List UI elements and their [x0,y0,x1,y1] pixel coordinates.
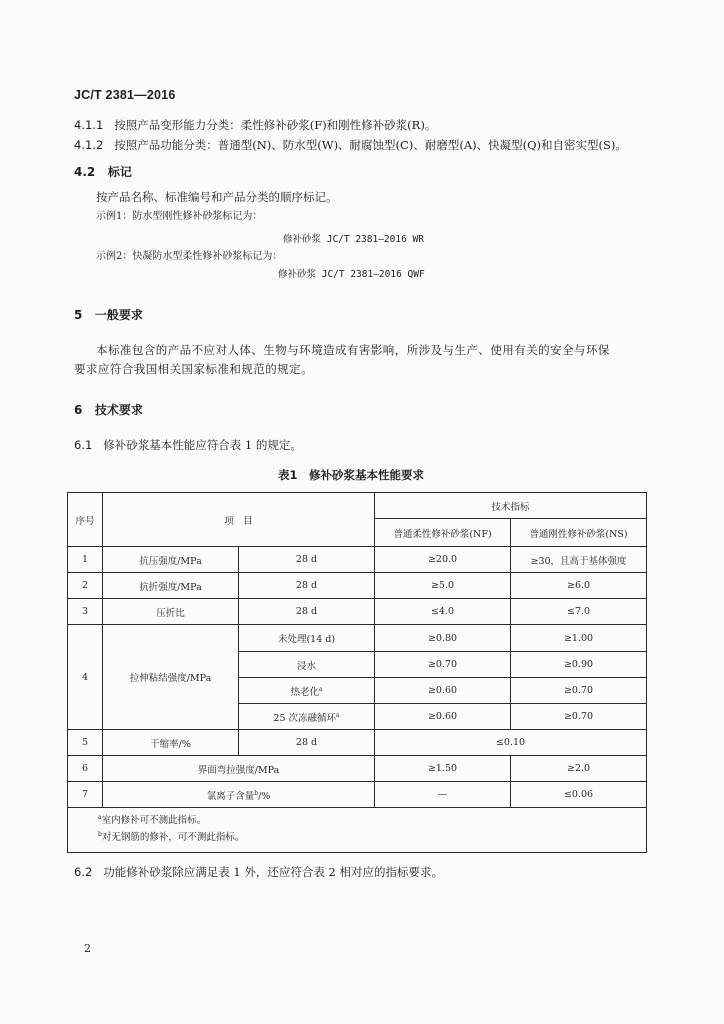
cell-ns: ≥0.70 [511,704,647,730]
cell-ns: ≥6.0 [511,573,647,599]
cell-nf: — [375,782,511,808]
header-ns: 普通刚性修补砂浆(NS) [511,519,647,547]
cell-condition [239,704,375,730]
cell-seq: 6 [68,756,103,782]
heading-number: 5 [74,308,83,322]
table-row [68,573,647,599]
clause-text: 按照产品功能分类：普通型(N)、防水型(W)、耐腐蚀型(C)、耐磨型(A)、快凝型(Q)和自密实型(S)。 [114,138,627,152]
cell-nf: ≥0.60 [375,678,511,704]
footnote-text: 对无钢筋的修补，可不测此指标。 [101,832,245,843]
footnote-mark: b [98,831,102,838]
table-notes-row [68,808,647,853]
cell-merged-value: ≤0.10 [375,730,647,756]
clause-number: 6.2 [74,865,93,879]
clause-number: 4.1.1 [74,118,104,132]
heading-6 [74,401,143,418]
table-1 [67,492,647,853]
heading-title: 技术要求 [94,403,143,417]
heading-5 [74,306,143,323]
clause-text: 修补砂浆基本性能应符合表 1 的规定。 [103,438,302,452]
cell-nf: ≥0.70 [375,652,511,678]
clause-6-2 [74,864,443,880]
footnote-b [98,828,646,845]
condition-text: 热老化 [290,686,319,698]
heading-number: 6 [74,403,83,417]
example-1-code: 修补砂浆 JC/T 2381—2016 WR [283,234,424,245]
table-row [68,756,647,782]
cell-seq: 4 [68,625,103,730]
cell-condition: 浸水 [239,652,375,678]
heading-title: 标记 [107,165,132,179]
cell-nf: ≥0.80 [375,625,511,652]
condition-text: 25 次冻融循环 [273,712,337,724]
cell-ns: ≥0.90 [511,652,647,678]
header-tech: 技术指标 [375,493,647,519]
cell-item: 抗压强度/MPa [103,547,239,573]
cell-item: 抗折强度/MPa [103,573,239,599]
header-nf: 普通柔性修补砂浆(NF) [375,519,511,547]
cell-nf: ≤4.0 [375,599,511,625]
cell-condition: 未处理(14 d) [239,625,375,652]
footnote-text: 室内修补可不测此指标。 [101,815,207,826]
cell-condition: 28 d [239,730,375,756]
clause-number: 4.1.2 [74,138,104,152]
cell-item: 压折比 [103,599,239,625]
table-row [68,547,647,573]
table-1-caption: 表1 修补砂浆基本性能要求 [278,468,425,482]
clause-text: 功能修补砂浆除应满足表 1 外，还应符合表 2 相对应的指标要求。 [103,865,444,879]
footnote-ref: b [254,789,259,797]
cell-ns: ≥0.70 [511,678,647,704]
cell-item [103,782,375,808]
cell-condition: 28 d [239,573,375,599]
heading-title: 一般要求 [94,308,143,322]
footnote-a [98,811,646,828]
cell-seq: 5 [68,730,103,756]
cell-item: 界面弯拉强度/MPa [103,756,375,782]
item-text: 氯离子含量 [206,790,255,802]
cell-item: 拉伸粘结强度/MPa [103,625,239,730]
clause-number: 6.1 [74,438,93,452]
table-row [68,730,647,756]
clause-4-1-1 [74,117,436,133]
cell-seq: 1 [68,547,103,573]
cell-condition: 28 d [239,547,375,573]
standard-code-header: JC/T 2381—2016 [74,88,176,102]
heading-number: 4.2 [74,165,96,179]
clause-text: 按照产品变形能力分类：柔性修补砂浆(F)和刚性修补砂浆(R)。 [114,118,437,132]
example-2-label: 示例2：快凝防水型柔性修补砂浆标记为： [96,251,283,262]
cell-seq: 7 [68,782,103,808]
clause-6-1 [74,437,302,453]
marking-intro: 按产品名称、标准编号和产品分类的顺序标记。 [96,190,338,204]
table-row [68,625,647,652]
header-item: 项 目 [103,493,375,547]
table-notes [68,808,647,853]
cell-nf: ≥20.0 [375,547,511,573]
cell-seq: 2 [68,573,103,599]
page-number: 2 [84,942,91,955]
heading-4-2 [74,163,132,180]
general-requirements-line-2: 要求应符合我国相关国家标准和规范的规定。 [74,362,313,376]
cell-nf: ≥0.60 [375,704,511,730]
cell-condition: 28 d [239,599,375,625]
cell-condition [239,678,375,704]
cell-nf: ≥5.0 [375,573,511,599]
footnote-ref: a [336,711,340,719]
general-requirements-line-1: 本标准包含的产品不应对人体、生物与环境造成有害影响，所涉及与生产、使用有关的安全与环保 [96,343,610,357]
example-2-code: 修补砂浆 JC/T 2381—2016 QWF [278,269,425,280]
example-1-label: 示例1：防水型刚性修补砂浆标记为： [96,211,263,222]
cell-ns: ≥2.0 [511,756,647,782]
footnote-ref: a [318,685,323,693]
cell-ns: ≤7.0 [511,599,647,625]
table-header-row [68,493,647,519]
cell-item: 干缩率/% [103,730,239,756]
cell-seq: 3 [68,599,103,625]
table-row [68,782,647,808]
table-row [68,599,647,625]
item-unit: /% [258,790,271,802]
cell-ns: ≥30，且高于基体强度 [511,547,647,573]
footnote-mark: a [98,814,102,821]
header-seq: 序号 [68,493,103,547]
cell-nf: ≥1.50 [375,756,511,782]
cell-ns: ≥1.00 [511,625,647,652]
cell-ns: ≤0.06 [511,782,647,808]
clause-4-1-2 [74,137,627,153]
